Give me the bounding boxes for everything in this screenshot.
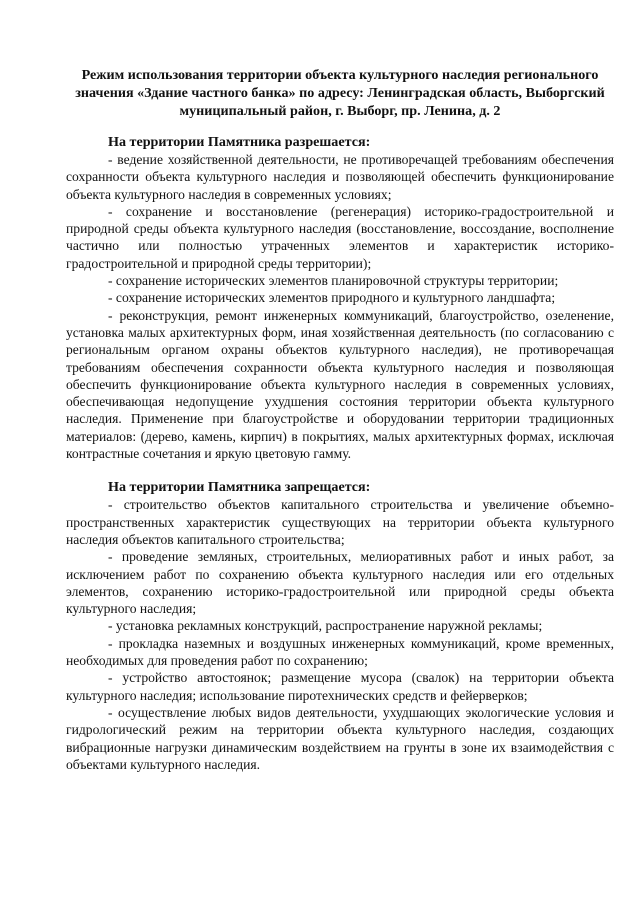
prohibited-heading: На территории Памятника запрещается:	[108, 479, 371, 496]
prohibited-item: - проведение земляных, строительных, мелиоративных работ и иных работ, за исключением работ по сохранению объекта культурного наследия или его отдельных элементов, сохранению историко-градостроительной или природной среды объекта культурного наследия;	[66, 549, 614, 617]
document-page	[66, 66, 614, 773]
allowed-item: - реконструкция, ремонт инженерных коммуникаций, благоустройство, озеленение, установка малых архитектурных форм, иная хозяйственная деятельность (по согласованию с региональным органом охраны объектов культурного наследия), не противоречащая требованиям обеспечения сохранности объекта культурного наследия и позволяющая обеспечить функционирование объекта культурного наследия в современных условиях, обеспечивающая недопущение ухудшения состояния территории объекта культурного наследия. Применение при благоустройстве и оборудовании территории традиционных материалов: (дерево, камень, кирпич) в покрытиях, малых архитектурных формах, исключая контрастные сочетания и яркую цветовую гамму.	[66, 307, 614, 462]
allowed-item: - ведение хозяйственной деятельности, не противоречащей требованиям обеспечения сохранности объекта культурного наследия и позволяющей обеспечить функционирование объекта культурного наследия в современных условиях;	[66, 152, 614, 202]
prohibited-item: - установка рекламных конструкций, распространение наружной рекламы;	[108, 618, 543, 634]
prohibited-item: - строительство объектов капитального строительства и увеличение объемно-пространственных характеристик существующих на территории объекта культурного наследия объектов капитального строительства;	[66, 497, 614, 547]
prohibited-item: - устройство автостоянок; размещение мусора (свалок) на территории объекта культурного наследия; использование пиротехнических средств и фейерверков;	[66, 670, 614, 703]
allowed-item: - сохранение и восстановление (регенерация) историко-градостроительной и природной среды объекта культурного наследия (восстановление, воссоздание, восполнение частично или полностью утраченных элементов и характеристик историко-градостроительной и природной среды территории);	[66, 203, 614, 271]
section-spacer	[66, 462, 614, 479]
allowed-item: - сохранение исторических элементов природного и культурного ландшафта;	[108, 290, 556, 306]
prohibited-section	[66, 479, 614, 773]
prohibited-item: - прокладка наземных и воздушных инженерных коммуникаций, кроме временных, необходимых для проведения работ по сохранению;	[66, 635, 614, 669]
allowed-heading: На территории Памятника разрешается:	[108, 134, 371, 150]
allowed-section	[66, 134, 614, 462]
prohibited-item: - осуществление любых видов деятельности, ухудшающих экологические условия и гидрологический режим на территории объекта культурного наследия, создающих вибрационные нагрузки динамическим воздействием на грунты в зоне их взаимодействия с объектами культурного наследия.	[66, 704, 614, 772]
document-title: Режим использования территории объекта культурного наследия регионального значения «Здание частного банка» по адресу: Ленинградская область, Выборгский муниципальный район, г. Выборг, пр. Ленина, д. 2	[75, 67, 605, 119]
allowed-item: - сохранение исторических элементов планировочной структуры территории;	[108, 273, 559, 289]
